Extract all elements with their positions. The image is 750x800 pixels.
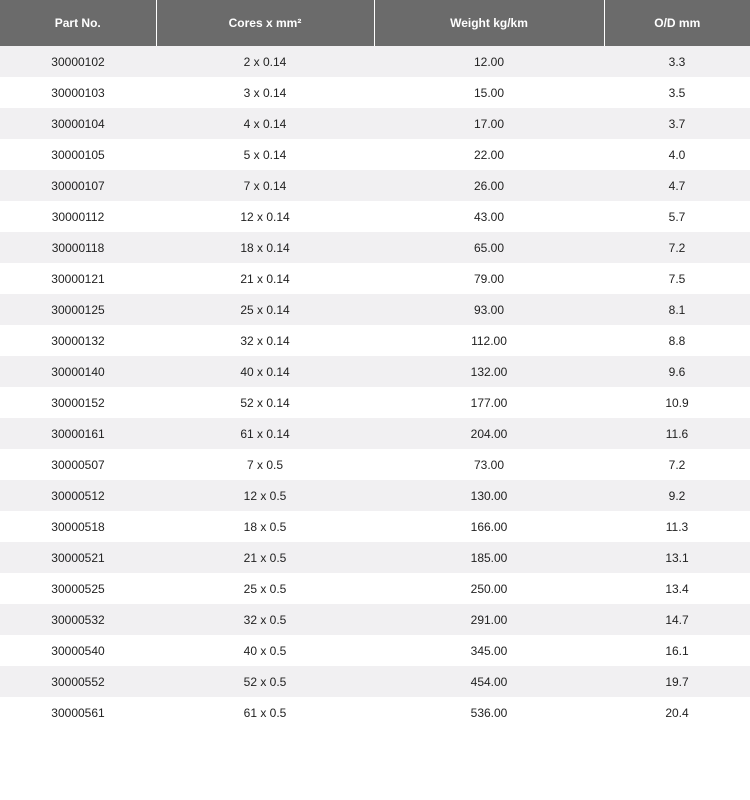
table-row (0, 325, 750, 356)
cores-cell: 40 x 0.14 (156, 356, 374, 387)
part-no-cell: 30000152 (0, 387, 156, 418)
table-row (0, 480, 750, 511)
table-row (0, 542, 750, 573)
od-cell: 4.7 (604, 170, 750, 201)
od-cell: 13.4 (604, 573, 750, 604)
table-row (0, 263, 750, 294)
part-no-cell: 30000161 (0, 418, 156, 449)
cores-cell: 7 x 0.5 (156, 449, 374, 480)
weight-cell: 204.00 (374, 418, 604, 449)
cores-cell: 5 x 0.14 (156, 139, 374, 170)
cores-cell: 4 x 0.14 (156, 108, 374, 139)
table-row (0, 635, 750, 666)
weight-cell: 26.00 (374, 170, 604, 201)
column-header-od: O/D mm (604, 0, 750, 46)
od-cell: 10.9 (604, 387, 750, 418)
weight-cell: 93.00 (374, 294, 604, 325)
od-cell: 11.3 (604, 511, 750, 542)
weight-cell: 12.00 (374, 46, 604, 77)
od-cell: 9.6 (604, 356, 750, 387)
weight-cell: 345.00 (374, 635, 604, 666)
table-body (0, 46, 750, 728)
od-cell: 9.2 (604, 480, 750, 511)
od-cell: 3.7 (604, 108, 750, 139)
table-row (0, 232, 750, 263)
part-no-cell: 30000118 (0, 232, 156, 263)
table-row (0, 294, 750, 325)
part-no-cell: 30000112 (0, 201, 156, 232)
column-header-part-no: Part No. (0, 0, 156, 46)
cores-cell: 25 x 0.14 (156, 294, 374, 325)
table-row (0, 604, 750, 635)
table-row (0, 139, 750, 170)
od-cell: 8.1 (604, 294, 750, 325)
od-cell: 16.1 (604, 635, 750, 666)
weight-cell: 166.00 (374, 511, 604, 542)
part-no-cell: 30000512 (0, 480, 156, 511)
weight-cell: 22.00 (374, 139, 604, 170)
od-cell: 20.4 (604, 697, 750, 728)
table-row (0, 356, 750, 387)
weight-cell: 291.00 (374, 604, 604, 635)
weight-cell: 43.00 (374, 201, 604, 232)
table-row (0, 666, 750, 697)
od-cell: 3.3 (604, 46, 750, 77)
od-cell: 8.8 (604, 325, 750, 356)
cores-cell: 18 x 0.5 (156, 511, 374, 542)
weight-cell: 536.00 (374, 697, 604, 728)
table-row (0, 697, 750, 728)
part-no-cell: 30000140 (0, 356, 156, 387)
od-cell: 7.2 (604, 232, 750, 263)
weight-cell: 112.00 (374, 325, 604, 356)
od-cell: 5.7 (604, 201, 750, 232)
weight-cell: 250.00 (374, 573, 604, 604)
weight-cell: 185.00 (374, 542, 604, 573)
part-no-cell: 30000507 (0, 449, 156, 480)
cores-cell: 52 x 0.5 (156, 666, 374, 697)
weight-cell: 454.00 (374, 666, 604, 697)
column-header-weight: Weight kg/km (374, 0, 604, 46)
table-row (0, 108, 750, 139)
part-no-cell: 30000107 (0, 170, 156, 201)
cores-cell: 12 x 0.14 (156, 201, 374, 232)
table-row (0, 46, 750, 77)
od-cell: 11.6 (604, 418, 750, 449)
table-row (0, 511, 750, 542)
weight-cell: 79.00 (374, 263, 604, 294)
table-header (0, 0, 750, 46)
part-no-cell: 30000552 (0, 666, 156, 697)
part-no-cell: 30000121 (0, 263, 156, 294)
table-row (0, 387, 750, 418)
header-row (0, 0, 750, 46)
od-cell: 13.1 (604, 542, 750, 573)
part-no-cell: 30000104 (0, 108, 156, 139)
weight-cell: 177.00 (374, 387, 604, 418)
table-row (0, 573, 750, 604)
column-header-cores: Cores x mm² (156, 0, 374, 46)
weight-cell: 17.00 (374, 108, 604, 139)
table-row (0, 418, 750, 449)
part-no-cell: 30000532 (0, 604, 156, 635)
cores-cell: 52 x 0.14 (156, 387, 374, 418)
table-row (0, 449, 750, 480)
cores-cell: 7 x 0.14 (156, 170, 374, 201)
part-no-cell: 30000102 (0, 46, 156, 77)
cores-cell: 12 x 0.5 (156, 480, 374, 511)
part-no-cell: 30000105 (0, 139, 156, 170)
od-cell: 14.7 (604, 604, 750, 635)
cores-cell: 40 x 0.5 (156, 635, 374, 666)
table-row (0, 170, 750, 201)
od-cell: 3.5 (604, 77, 750, 108)
part-no-cell: 30000103 (0, 77, 156, 108)
part-no-cell: 30000525 (0, 573, 156, 604)
part-no-cell: 30000540 (0, 635, 156, 666)
weight-cell: 130.00 (374, 480, 604, 511)
table-row (0, 77, 750, 108)
cores-cell: 18 x 0.14 (156, 232, 374, 263)
cores-cell: 25 x 0.5 (156, 573, 374, 604)
cores-cell: 21 x 0.14 (156, 263, 374, 294)
cores-cell: 3 x 0.14 (156, 77, 374, 108)
table-row (0, 201, 750, 232)
od-cell: 4.0 (604, 139, 750, 170)
part-no-cell: 30000125 (0, 294, 156, 325)
part-no-cell: 30000561 (0, 697, 156, 728)
weight-cell: 65.00 (374, 232, 604, 263)
part-no-cell: 30000521 (0, 542, 156, 573)
cores-cell: 32 x 0.5 (156, 604, 374, 635)
cores-cell: 32 x 0.14 (156, 325, 374, 356)
weight-cell: 132.00 (374, 356, 604, 387)
cores-cell: 2 x 0.14 (156, 46, 374, 77)
cores-cell: 61 x 0.14 (156, 418, 374, 449)
od-cell: 7.5 (604, 263, 750, 294)
part-no-cell: 30000132 (0, 325, 156, 356)
part-no-cell: 30000518 (0, 511, 156, 542)
weight-cell: 15.00 (374, 77, 604, 108)
cores-cell: 61 x 0.5 (156, 697, 374, 728)
od-cell: 19.7 (604, 666, 750, 697)
weight-cell: 73.00 (374, 449, 604, 480)
od-cell: 7.2 (604, 449, 750, 480)
cores-cell: 21 x 0.5 (156, 542, 374, 573)
